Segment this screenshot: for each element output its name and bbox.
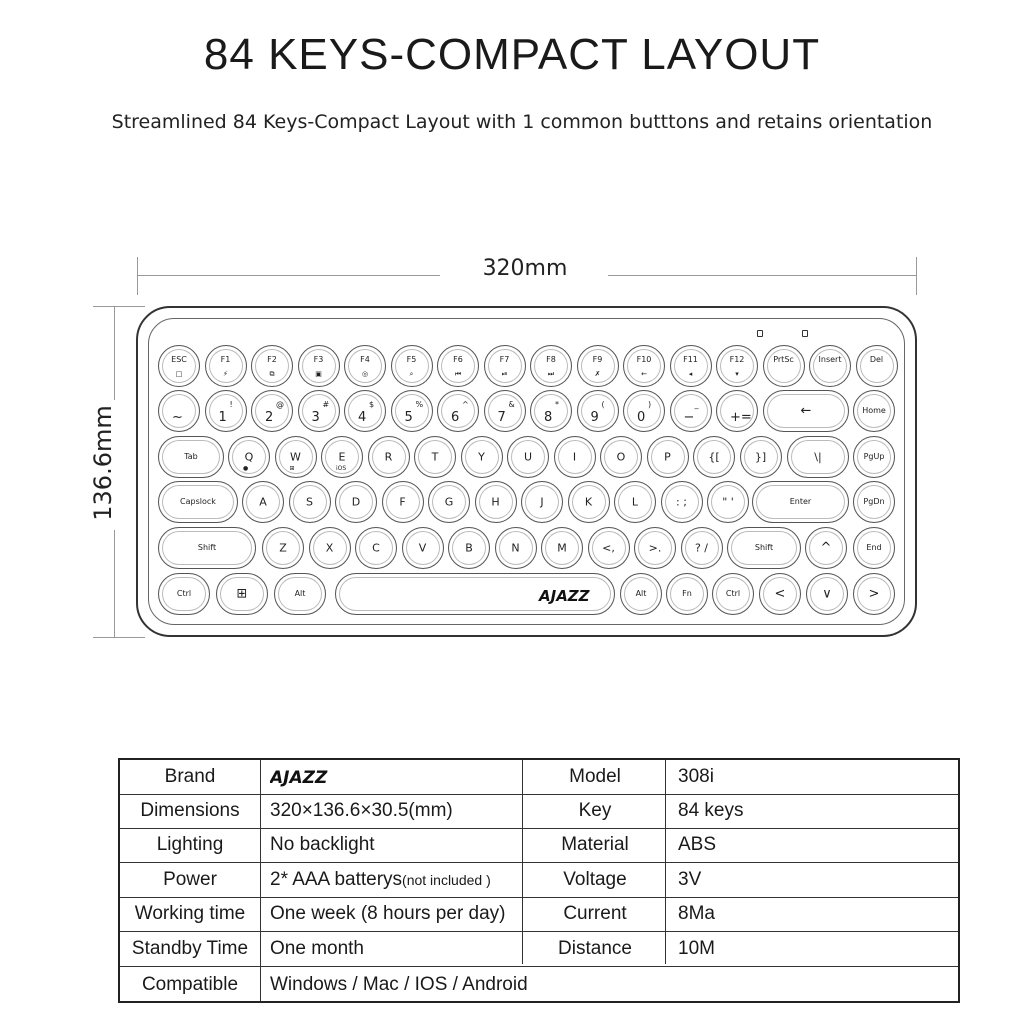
- key-spacebar[interactable]: [335, 573, 615, 615]
- key-num-5-shift: %: [415, 400, 424, 409]
- spec-row-compatible: [120, 966, 958, 1003]
- key-num-4[interactable]: [344, 390, 386, 432]
- key-z-6[interactable]: [541, 527, 583, 569]
- key-z-1-label: X: [325, 541, 334, 555]
- key-num-5-main: 5: [404, 410, 413, 425]
- spec-label: Current: [563, 903, 627, 924]
- key-i-label: I: [572, 450, 577, 464]
- key-num-6-shift: ^: [462, 400, 469, 409]
- spec-label: Dimensions: [140, 800, 240, 821]
- key-a-label: A: [259, 495, 267, 509]
- key-s-label: S: [306, 495, 313, 509]
- key-alt-left[interactable]: [274, 573, 326, 615]
- key-k[interactable]: [568, 481, 610, 523]
- key-insert[interactable]: [809, 345, 851, 387]
- key-l-label: L: [631, 495, 639, 509]
- key-end-label: End: [866, 543, 882, 552]
- key-num-3-main: 3: [311, 410, 320, 425]
- key-j[interactable]: [521, 481, 563, 523]
- key-esc-icon: □: [175, 370, 183, 378]
- width-dim-left-tick: [137, 257, 138, 295]
- key-esc-label: ESC: [171, 355, 187, 364]
- key-u[interactable]: [507, 436, 549, 478]
- key-num-2[interactable]: [251, 390, 293, 432]
- key-num-8-main: 8: [544, 410, 553, 425]
- key-f2[interactable]: [251, 345, 293, 387]
- key-shift-right[interactable]: [727, 527, 801, 569]
- key-r-label: R: [384, 450, 393, 464]
- key-num-9-shift: (: [601, 400, 605, 409]
- key-sym[interactable]: [787, 436, 849, 478]
- spec-label: Brand: [164, 766, 216, 787]
- key-f2-icon: ⧉: [269, 370, 275, 378]
- spec-row-lighting: [120, 828, 958, 863]
- key-num-1-shift: !: [229, 400, 233, 409]
- key-shift-left-label: Shift: [197, 543, 217, 552]
- key-f11-label: F11: [683, 355, 698, 364]
- key-f1[interactable]: [205, 345, 247, 387]
- key-z-4-label: B: [465, 541, 473, 555]
- key-num-7[interactable]: [484, 390, 526, 432]
- key-o[interactable]: [600, 436, 642, 478]
- key-p-label: P: [664, 450, 671, 464]
- key-z-9-label: ? /: [694, 541, 709, 555]
- key-z-8[interactable]: [634, 527, 676, 569]
- spec-label: Voltage: [563, 869, 627, 890]
- key-num-1-main: 1: [218, 410, 227, 425]
- key-f8[interactable]: [530, 345, 572, 387]
- key-num-12[interactable]: [716, 390, 758, 432]
- key-f9-label: F9: [592, 355, 603, 364]
- spec-label: Lighting: [156, 834, 224, 855]
- key-num-9-main: 9: [590, 410, 599, 425]
- spec-label: Material: [561, 834, 629, 855]
- key-z-7-label: <,: [602, 541, 615, 555]
- key-z-2[interactable]: [355, 527, 397, 569]
- key-z-5-label: N: [511, 541, 520, 555]
- spec-row-brand: [120, 760, 958, 795]
- key-q-label: Q: [244, 450, 254, 464]
- key-d-label: D: [351, 495, 361, 509]
- key-num-2-shift: @: [276, 400, 284, 409]
- key-num-8[interactable]: [530, 390, 572, 432]
- key-enter-label: Enter: [789, 497, 812, 506]
- key-alt-right-label: Alt: [635, 589, 647, 598]
- key-f4[interactable]: [344, 345, 386, 387]
- key-num-4-main: 4: [358, 410, 367, 425]
- key-t-label: T: [431, 450, 439, 464]
- width-dimension-label: 320mm: [482, 256, 568, 281]
- key-tab-label: Tab: [184, 452, 198, 461]
- spec-value: 2* AAA batterys(not included ): [270, 869, 491, 890]
- key-num-10-shift: ): [648, 400, 652, 409]
- key-s[interactable]: [289, 481, 331, 523]
- key-f1-icon: ⚡: [223, 370, 228, 378]
- spec-row-dimensions: [120, 794, 958, 829]
- spec-label: Distance: [558, 938, 632, 959]
- spec-value: No backlight: [270, 834, 375, 855]
- key-num-11-main: −: [683, 410, 695, 425]
- key-q-os-icon: ●: [243, 465, 249, 472]
- key-prtsc[interactable]: [763, 345, 805, 387]
- key-f[interactable]: [382, 481, 424, 523]
- key-f7-icon: ⏯: [501, 370, 508, 378]
- key-z-3[interactable]: [402, 527, 444, 569]
- key-f11-icon: ◂: [688, 370, 693, 378]
- key-num-11[interactable]: [670, 390, 712, 432]
- key-num-9[interactable]: [577, 390, 619, 432]
- key-p[interactable]: [647, 436, 689, 478]
- key-f6-label: F6: [453, 355, 463, 364]
- key-ctrl-right-label: Ctrl: [725, 589, 741, 598]
- key-i[interactable]: [554, 436, 596, 478]
- key-capslock-label: Capslock: [180, 497, 216, 506]
- width-dim-line-right: [608, 275, 916, 276]
- key-f5-icon: ⌕: [409, 370, 414, 378]
- key-del-label: Del: [869, 355, 884, 364]
- key-pgdn-label: PgDn: [863, 497, 885, 506]
- spec-value: ABS: [678, 834, 717, 855]
- key-f12[interactable]: [716, 345, 758, 387]
- key-shift-left[interactable]: [158, 527, 256, 569]
- key-num-1[interactable]: [205, 390, 247, 432]
- key-end[interactable]: [853, 527, 895, 569]
- spec-value: One week (8 hours per day): [270, 903, 506, 924]
- indicator-led-2: [802, 330, 808, 337]
- key-left-arrow-label: <: [774, 586, 786, 602]
- spec-row-working-time: [120, 897, 958, 932]
- key-g[interactable]: [428, 481, 470, 523]
- spec-value: 8Ma: [678, 903, 715, 924]
- key-windows-label: ⊞: [236, 586, 248, 602]
- key-ctrl-right[interactable]: [712, 573, 754, 615]
- key-num-7-shift: &: [508, 400, 515, 409]
- key-r[interactable]: [368, 436, 410, 478]
- key-sym[interactable]: [740, 436, 782, 478]
- key-y-label: Y: [478, 450, 485, 464]
- key-prtsc-label: PrtSc: [773, 355, 794, 364]
- key-num-5[interactable]: [391, 390, 433, 432]
- key-z-2-label: C: [372, 541, 380, 555]
- key-a[interactable]: [242, 481, 284, 523]
- spec-value: 84 keys: [678, 800, 744, 821]
- key-f9-icon: ✗: [594, 370, 601, 378]
- key-del[interactable]: [856, 345, 898, 387]
- key-num-10[interactable]: [623, 390, 665, 432]
- spec-label: Model: [569, 766, 621, 787]
- key-z-5[interactable]: [495, 527, 537, 569]
- key-f10[interactable]: [623, 345, 665, 387]
- key-num-6-main: 6: [451, 410, 460, 425]
- height-dim-bottom-tick: [93, 637, 145, 638]
- key-pgdn[interactable]: [853, 481, 895, 523]
- spec-label: Standby Time: [131, 938, 249, 959]
- key-f12-icon: ▾: [735, 370, 739, 378]
- key-k-label: K: [584, 495, 593, 509]
- svg-text:AJAZZ: AJAZZ: [539, 587, 590, 604]
- key-g-label: G: [444, 495, 454, 509]
- key-f11[interactable]: [670, 345, 712, 387]
- key-f-label: F: [399, 495, 406, 509]
- key-fn-label: Fn: [682, 589, 692, 598]
- key-d[interactable]: [335, 481, 377, 523]
- key-sym[interactable]: [693, 436, 735, 478]
- key-num-0-main: ~: [172, 410, 183, 425]
- key-esc[interactable]: [158, 345, 200, 387]
- height-dim-line-top: [114, 306, 115, 400]
- key-w-os-icon: ⊞: [289, 465, 295, 472]
- key-alt-left-label: Alt: [294, 589, 306, 598]
- indicator-led-1: [757, 330, 763, 337]
- spec-table: [118, 758, 960, 1003]
- key-sym[interactable]: [707, 481, 749, 523]
- key-left-arrow[interactable]: [759, 573, 801, 615]
- key-u-label: U: [523, 450, 533, 464]
- key-f3[interactable]: [298, 345, 340, 387]
- key-j-label: J: [540, 495, 544, 509]
- key-f9[interactable]: [577, 345, 619, 387]
- width-dim-line-left: [137, 275, 440, 276]
- key-f6[interactable]: [437, 345, 479, 387]
- key-num-6[interactable]: [437, 390, 479, 432]
- spec-value: 10M: [678, 938, 715, 959]
- key-tab[interactable]: [158, 436, 224, 478]
- spec-value: 308i: [678, 766, 714, 787]
- spec-value-note: (not included ): [402, 872, 491, 888]
- key-o-label: O: [616, 450, 626, 464]
- key-ctrl-left-label: Ctrl: [176, 589, 192, 598]
- spec-value: Windows / Mac / IOS / Android: [270, 974, 528, 995]
- key-z-8-label: >.: [648, 541, 662, 555]
- key-f8-label: F8: [546, 355, 556, 364]
- key-down-arrow-label: ∨: [822, 586, 832, 602]
- key-f12-label: F12: [729, 355, 745, 364]
- spec-label: Key: [578, 800, 612, 821]
- key-right-arrow[interactable]: [853, 573, 895, 615]
- page-subtitle: Streamlined 84 Keys-Compact Layout with 1 common butttons and retains orientation: [111, 111, 933, 133]
- key-f3-label: F3: [313, 355, 324, 364]
- key-num-3-shift: #: [322, 400, 330, 409]
- key-e-label: E: [338, 450, 346, 464]
- key-f4-label: F4: [360, 355, 370, 364]
- key-sym-label: \|: [814, 450, 822, 464]
- spec-value: 320×136.6×30.5(mm): [270, 800, 453, 821]
- key-z-6-label: M: [557, 541, 567, 555]
- key-num-3[interactable]: [298, 390, 340, 432]
- key-z-3-label: V: [418, 541, 427, 555]
- key-enter[interactable]: [752, 481, 849, 523]
- key-windows[interactable]: [216, 573, 268, 615]
- spec-row-standby-time: [120, 931, 958, 967]
- key-up-arrow[interactable]: [805, 527, 847, 569]
- key-sym-label: " ': [722, 495, 734, 509]
- key-w[interactable]: [275, 436, 317, 478]
- key-backspace-label: ←: [800, 403, 812, 419]
- key-sym[interactable]: [661, 481, 703, 523]
- key-num-7-main: 7: [497, 410, 506, 425]
- key-f1-label: F1: [220, 355, 231, 364]
- spec-value: 3V: [678, 869, 702, 890]
- key-shift-right-label: Shift: [754, 543, 774, 552]
- key-sym-label: }]: [754, 450, 767, 464]
- width-dim-right-tick: [916, 257, 917, 295]
- key-num-0[interactable]: [158, 390, 200, 432]
- key-h-label: H: [491, 495, 500, 509]
- brand-logo: [270, 766, 360, 794]
- svg-text:AJAZZ: AJAZZ: [270, 768, 328, 788]
- key-f5-label: F5: [406, 355, 417, 364]
- key-w-label: W: [290, 450, 301, 464]
- key-home-label: Home: [862, 406, 886, 415]
- key-sym-label: {[: [708, 450, 720, 464]
- key-l[interactable]: [614, 481, 656, 523]
- key-pgup[interactable]: [853, 436, 895, 478]
- ajazz-logo: [538, 586, 600, 604]
- spec-value: One month: [270, 938, 364, 959]
- key-num-2-main: 2: [265, 410, 274, 425]
- spec-label: Working time: [134, 903, 246, 924]
- key-num-8-shift: *: [555, 400, 559, 409]
- key-f10-label: F10: [636, 355, 652, 364]
- key-f7-label: F7: [499, 355, 510, 364]
- key-y[interactable]: [461, 436, 503, 478]
- spec-label: Compatible: [141, 974, 239, 995]
- page-title: 84 KEYS-COMPACT LAYOUT: [203, 30, 821, 79]
- key-z-9[interactable]: [681, 527, 723, 569]
- key-down-arrow[interactable]: [806, 573, 848, 615]
- key-sym-label: : ;: [676, 495, 687, 509]
- key-f8-icon: ⏭: [547, 370, 555, 378]
- key-backspace[interactable]: [763, 390, 849, 432]
- key-right-arrow-label: >: [868, 586, 880, 602]
- key-f2-label: F2: [267, 355, 277, 364]
- key-alt-right[interactable]: [620, 573, 662, 615]
- key-z-7[interactable]: [588, 527, 630, 569]
- key-f5[interactable]: [391, 345, 433, 387]
- key-e-os-icon: iOS: [336, 465, 347, 472]
- key-z-0[interactable]: [262, 527, 304, 569]
- key-z-0-label: Z: [279, 541, 287, 555]
- key-home[interactable]: [853, 390, 895, 432]
- key-num-10-main: 0: [637, 410, 646, 425]
- spec-label: Power: [163, 869, 217, 890]
- key-insert-label: Insert: [818, 355, 842, 364]
- key-num-4-shift: $: [369, 400, 375, 409]
- key-ctrl-left[interactable]: [158, 573, 210, 615]
- key-f4-icon: ◎: [361, 370, 369, 378]
- key-fn[interactable]: [666, 573, 708, 615]
- key-z-1[interactable]: [309, 527, 351, 569]
- key-num-12-main: +=: [730, 410, 752, 425]
- key-h[interactable]: [475, 481, 517, 523]
- key-num-11-shift: _: [694, 400, 699, 409]
- height-dim-line-bottom: [114, 530, 115, 637]
- spec-row-power: [120, 862, 958, 898]
- key-pgup-label: PgUp: [863, 452, 885, 461]
- height-dim-top-tick: [93, 306, 145, 307]
- key-f10-icon: ←: [641, 370, 647, 378]
- key-f6-icon: ⏮: [454, 370, 462, 378]
- key-f7[interactable]: [484, 345, 526, 387]
- key-f3-icon: ▣: [315, 370, 322, 378]
- key-z-4[interactable]: [448, 527, 490, 569]
- key-q[interactable]: [228, 436, 270, 478]
- key-up-arrow-label: ^: [820, 540, 832, 556]
- key-t[interactable]: [414, 436, 456, 478]
- key-capslock[interactable]: [158, 481, 238, 523]
- key-e[interactable]: [321, 436, 363, 478]
